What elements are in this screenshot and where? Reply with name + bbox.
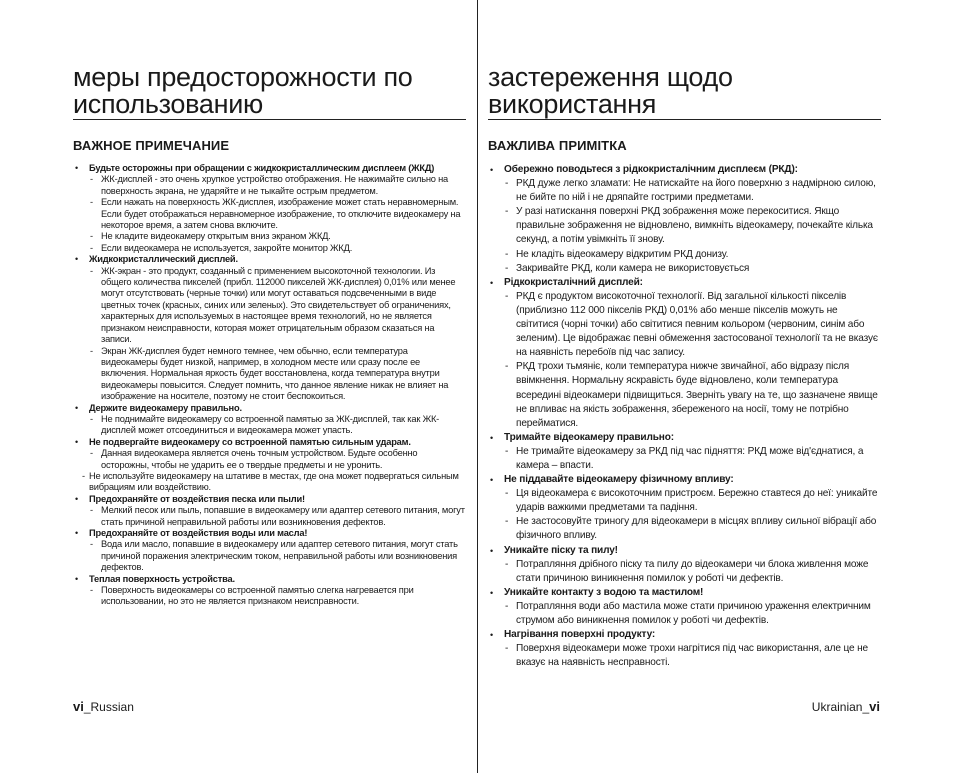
note-detail: - Закривайте РКД, коли камера не використовується bbox=[504, 262, 881, 276]
language-label: Ukrainian_ bbox=[811, 700, 870, 714]
note-item bbox=[488, 544, 881, 586]
note-item bbox=[73, 494, 466, 528]
notes-list-ua bbox=[488, 163, 881, 670]
title-line-1: меры предосторожности по bbox=[73, 62, 413, 92]
note-heading: • Уникайте піску та пилу! bbox=[504, 544, 618, 556]
note-detail: - Поверхность видеокамеры со встроенной памятью слегка нагревается при использовании, но это не является признаком неисправности. bbox=[89, 585, 466, 608]
note-detail: - Данная видеокамера является очень точным устройством. Будьте особенно осторожны, чтобы не ударить ее о твердые предметы и не уронить. bbox=[89, 448, 466, 471]
note-detail: - Не кладіть відеокамеру відкритим РКД донизу. bbox=[504, 248, 881, 262]
note-item bbox=[488, 163, 881, 276]
note-detail: - Экран ЖК-дисплея будет немного темнее, чем обычно, если температура видеокамеры будет низкой, например, в холодном месте или сразу после ее включения. Нормальная яркость будет восстановлена, когда температура внутри видеокамеры повысится. Следует помнить, что данное явление никак не влияет на изображение на носителе, поэтому не стоит беспокоиться. bbox=[89, 346, 466, 403]
note-heading: • Тримайте відеокамеру правильно: bbox=[504, 431, 674, 443]
note-item bbox=[488, 628, 881, 670]
note-item bbox=[488, 276, 881, 431]
note-detail: - Не поднимайте видеокамеру со встроенной памятью за ЖК-дисплей, так как ЖК-дисплей может отсоединиться и видеокамера может упасть. bbox=[89, 414, 466, 437]
note-detail: - РКД дуже легко зламати: Не натискайте на його поверхню з надмірною силою, не бийте по ній і не дряпайте гострими предметами. bbox=[504, 177, 881, 205]
note-detail: - РКД є продуктом високоточної технології. Від загальної кількості пікселів (приблизно 112 000 пікселів РКД) 0,01% або менше пікселів можуть не світитися (чорні точки) або світитися певним кольором (червоним, синім або зеленим). Це відображає певні обмеження застосованої технології та не вказує на наявність перебоїв під час запису. bbox=[504, 290, 881, 360]
title-line-2: використання bbox=[488, 89, 657, 119]
note-item bbox=[73, 574, 466, 608]
note-detail: - Не застосовуйте триногу для відеокамери в місцях впливу сильної вібрації або фізичного впливу. bbox=[504, 515, 881, 543]
note-heading: • Теплая поверхность устройства. bbox=[89, 573, 235, 584]
note-detail: - Потрапляння води або мастила може стати причиною ураження електричним струмом або виникнення помилок у роботі чи дефектів. bbox=[504, 600, 881, 628]
page-footer-ru bbox=[73, 699, 134, 714]
section-title-ua: ВАЖЛИВА ПРИМІТКА bbox=[488, 138, 627, 153]
note-detail: - Поверхня відеокамери може трохи нагрітися під час використання, але це не вказує на наявність несправності. bbox=[504, 642, 881, 670]
page-title-ua bbox=[488, 64, 881, 120]
note-detail: - ЖК-дисплей - это очень хрупкое устройство отображения. Не нажимайте сильно на поверхность экрана, не ударяйте и не тыкайте острым предметом. bbox=[89, 174, 466, 197]
note-detail: - Ця відеокамера є високоточним пристроєм. Бережно ставтеся до неї: уникайте ударів важкими предметами та падіння. bbox=[504, 487, 881, 515]
note-detail: - Потрапляння дрібного піску та пилу до відеокамери чи блока живлення може стати причиною виникнення помилок у роботі чи дефектів. bbox=[504, 558, 881, 586]
russian-column bbox=[73, 64, 466, 608]
note-detail: - Не используйте видеокамеру на штативе в местах, где она может подвергаться сильным вибрациям или воздействию. bbox=[81, 471, 466, 494]
note-heading: • Жидкокристаллический дисплей. bbox=[89, 254, 238, 265]
note-detail: - Если нажать на поверхность ЖК-дисплея, изображение может стать неравномерным. Если будет отображаться неравномерное изображение, то отключите видеокамеру на некоторое время, а затем снова включите. bbox=[89, 197, 466, 231]
note-heading: • Рідкокристалічний дисплей: bbox=[504, 276, 643, 288]
note-detail: - РКД трохи тьмяніє, коли температура нижче звичайної, або відразу після ввімкнення. Нормальну яскравість буде відновлено, коли температура всередині відеокамери підвищиться. Зверніть увагу на те, що зазначене явище не впливає на якість зображення, збереженого на носії, тому не потрібно перейматися. bbox=[504, 360, 881, 430]
notes-list-ru bbox=[73, 163, 466, 608]
note-detail: - Мелкий песок или пыль, попавшие в видеокамеру или адаптер сетевого питания, могут стать причиной неправильной работы или возникновения дефектов. bbox=[89, 505, 466, 528]
title-line-2: использованию bbox=[73, 89, 263, 119]
title-line-1: застереження щодо bbox=[488, 62, 733, 92]
note-heading: • Предохраняйте от воздействия песка или пыли! bbox=[89, 493, 305, 504]
note-detail: - У разі натискання поверхні РКД зображення може перекоситися. Якщо правильне зображення не відновлено, вимкніть відеокамеру, почекайте кілька секунд, а потім увімкніть її знову. bbox=[504, 205, 881, 247]
note-heading: • Уникайте контакту з водою та мастилом! bbox=[504, 586, 704, 598]
note-item bbox=[488, 431, 881, 473]
ukrainian-column bbox=[488, 64, 881, 670]
note-detail: - ЖК-экран - это продукт, созданный с применением высокоточной технологии. Из общего количества пикселей (прибл. 112000 пикселей ЖК-дисплея) 0,01% или менее могут отсутствовать (черные точки) или могут оставаться подсвеченными в виде цветных точек (красных, синих или зеленых). Это свидетельствует об ограничениях, характерных для используемых в настоящее время технологий, но не является признаком неисправности, которая может отрицательным образом сказаться на записи. bbox=[89, 266, 466, 346]
note-heading: • Не піддавайте відеокамеру фізичному впливу: bbox=[504, 474, 734, 486]
note-detail: - Не тримайте відеокамеру за РКД під час підняття: РКД може від'єднатися, а камера – впасти. bbox=[504, 445, 881, 473]
note-detail: - Если видеокамера не используется, закройте монитор ЖКД. bbox=[89, 243, 466, 254]
note-detail: - Не кладите видеокамеру открытым вниз экраном ЖКД. bbox=[89, 231, 466, 242]
note-item bbox=[73, 437, 466, 494]
note-item bbox=[73, 163, 466, 254]
note-heading: • Обережно поводьтеся з рідкокристалічним дисплеєм (РКД): bbox=[504, 164, 798, 175]
note-item bbox=[73, 254, 466, 402]
note-heading: • Держите видеокамеру правильно. bbox=[89, 402, 242, 413]
section-title-ru: ВАЖНОЕ ПРИМЕЧАНИЕ bbox=[73, 138, 230, 153]
center-divider bbox=[477, 0, 478, 773]
note-heading: • Будьте осторожны при обращении с жидкокристаллическим дисплеем (ЖКД) bbox=[89, 163, 435, 173]
note-item bbox=[73, 528, 466, 574]
page-number: vi bbox=[73, 699, 84, 714]
note-item bbox=[73, 403, 466, 437]
page-number: vi bbox=[869, 699, 880, 714]
note-item bbox=[488, 586, 881, 628]
note-heading: • Не подвергайте видеокамеру со встроенной памятью сильным ударам. bbox=[89, 436, 411, 447]
note-heading: • Предохраняйте от воздействия воды или масла! bbox=[89, 528, 308, 538]
page-footer-ua bbox=[812, 699, 880, 714]
language-label: _Russian bbox=[83, 700, 134, 714]
note-detail: - Вода или масло, попавшие в видеокамеру или адаптер сетевого питания, могут стать причиной поражения электрическим током, неправильной работы или возникновения дефектов. bbox=[89, 539, 466, 573]
note-item bbox=[488, 473, 881, 543]
page-title-ru bbox=[73, 64, 466, 120]
note-heading: • Нагрівання поверхні продукту: bbox=[504, 629, 656, 641]
